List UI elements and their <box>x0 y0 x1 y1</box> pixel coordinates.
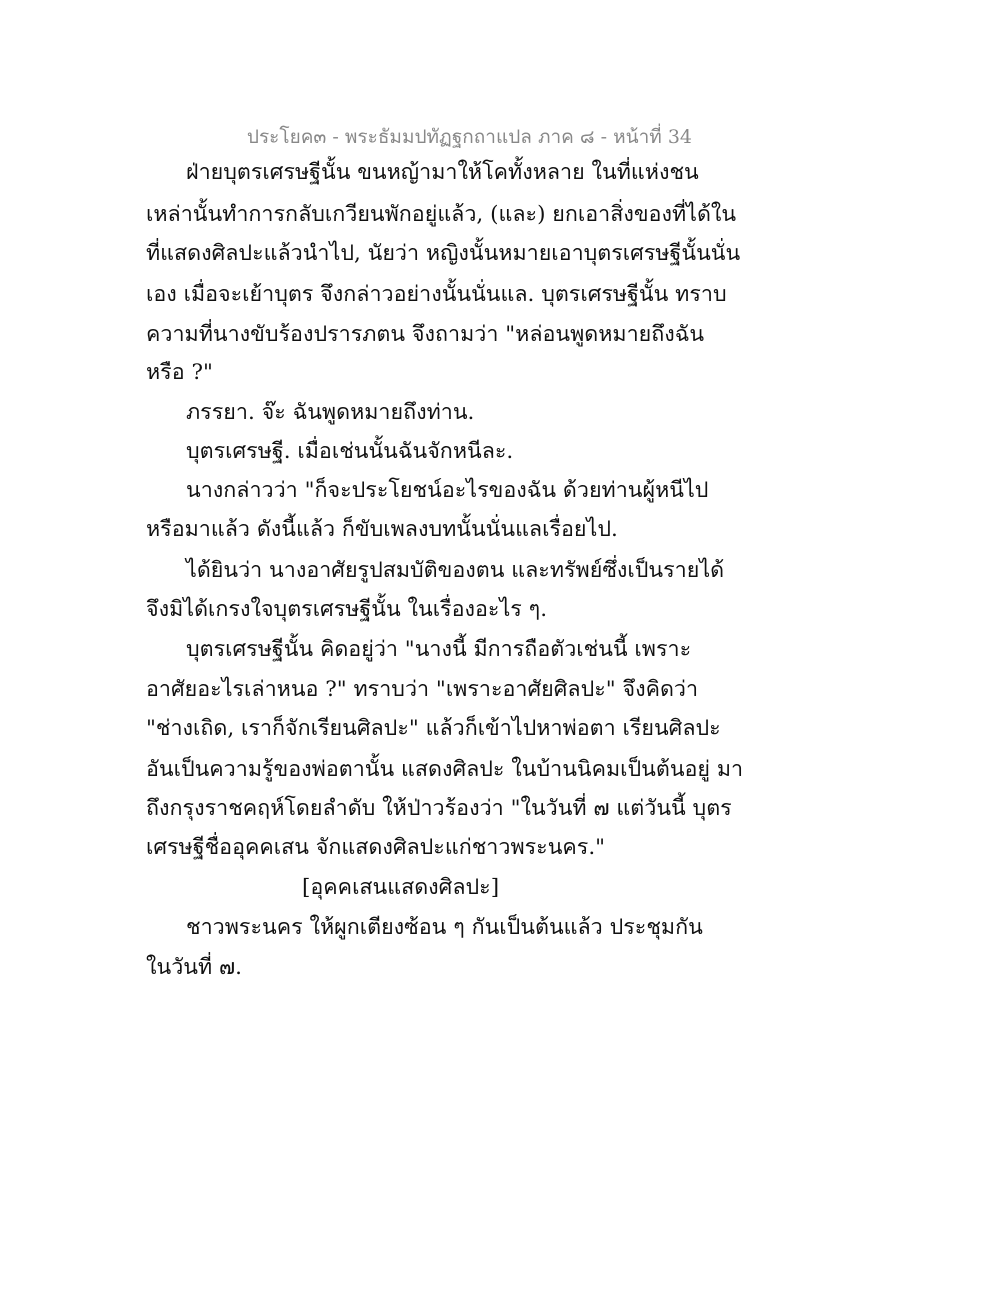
paragraph-line: ถึงกรุงราชคฤห์โดยลำดับ ให้ป่าวร้องว่า "ในวันที่ ๗ แต่วันนี้ บุตร <box>146 796 732 821</box>
paragraph-line: อันเป็นความรู้ของพ่อตานั้น แสดงศิลปะ ในบ้านนิคมเป็นต้นอยู่ มา <box>146 757 744 782</box>
paragraph-line: ฝ่ายบุตรเศรษฐีนั้น ขนหญ้ามาให้โคทั้งหลาย ในที่แห่งชน <box>186 160 699 185</box>
paragraph-line: เศรษฐีชื่ออุคคเสน จักแสดงศิลปะแก่ชาวพระนคร." <box>146 835 606 860</box>
paragraph-line: บุตรเศรษฐีนั้น คิดอยู่ว่า "นางนี้ มีการถือตัวเช่นนี้ เพราะ <box>186 637 692 662</box>
dialogue-line: ภรรยา. จ๊ะ ฉันพูดหมายถึงท่าน. <box>186 400 475 425</box>
section-heading: [อุคคเสนแสดงศิลปะ] <box>302 875 500 900</box>
paragraph-line: ความที่นางขับร้องปรารภตน จึงถามว่า "หล่อนพูดหมายถึงฉัน <box>146 322 705 347</box>
paragraph-line: หรือมาแล้ว ดังนี้แล้ว ก็ขับเพลงบทนั้นนั่นแลเรื่อยไป. <box>146 517 618 542</box>
paragraph-line: จึงมิได้เกรงใจบุตรเศรษฐีนั้น ในเรื่องอะไร ๆ. <box>146 597 548 622</box>
paragraph-line: อาศัยอะไรเล่าหนอ ?" ทราบว่า "เพราะอาศัยศิลปะ" จึงคิดว่า <box>146 677 699 702</box>
paragraph-line: นางกล่าวว่า "ก็จะประโยชน์อะไรของฉัน ด้วยท่านผู้หนีไป <box>186 478 709 503</box>
paragraph-line: ในวันที่ ๗. <box>146 955 242 980</box>
running-header: ประโยค๓ - พระธัมมปทัฏฐกถาแปล ภาค ๘ - หน้าที่ 34 <box>246 126 692 148</box>
paragraph-line: เอง เมื่อจะเย้าบุตร จึงกล่าวอย่างนั้นนั่นแล. บุตรเศรษฐีนั้น ทราบ <box>146 282 727 307</box>
paragraph-line: ชาวพระนคร ให้ผูกเตียงซ้อน ๆ กันเป็นต้นแล้ว ประชุมกัน <box>186 915 703 940</box>
paragraph-line: ที่แสดงศิลปะแล้วนำไป, นัยว่า หญิงนั้นหมายเอาบุตรเศรษฐีนั้นนั่น <box>146 241 741 266</box>
paragraph-line: ได้ยินว่า นางอาศัยรูปสมบัติของตน และทรัพย์ซึ่งเป็นรายได้ <box>186 558 725 583</box>
paragraph-line: หรือ ?" <box>146 360 213 385</box>
paragraph-line: "ช่างเถิด, เราก็จักเรียนศิลปะ" แล้วก็เข้าไปหาพ่อตา เรียนศิลปะ <box>146 716 721 741</box>
paragraph-line: เหล่านั้นทำการกลับเกวียนพักอยู่แล้ว, (และ) ยกเอาสิ่งของที่ได้ใน <box>146 202 737 227</box>
dialogue-line: บุตรเศรษฐี. เมื่อเช่นนั้นฉันจักหนีละ. <box>186 439 514 464</box>
